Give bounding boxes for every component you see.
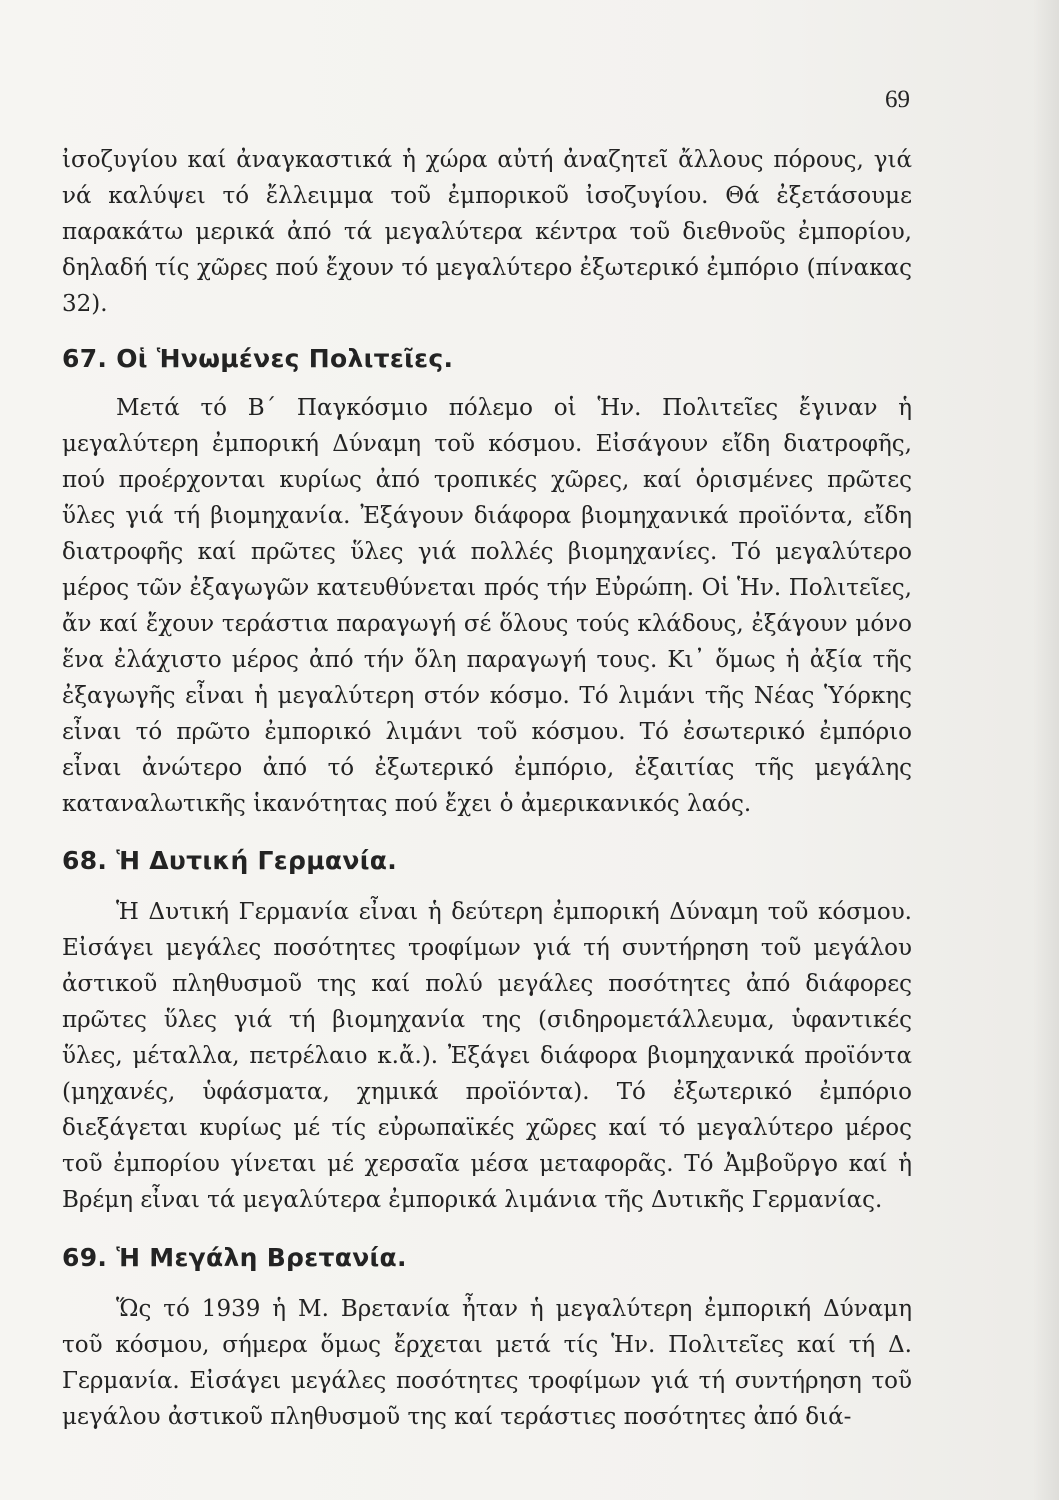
page-edge-shadow bbox=[1033, 0, 1059, 1500]
section-heading-69: 69. Ἡ Μεγάλη Βρετανία. bbox=[62, 1243, 407, 1272]
section-paragraph-69: Ὥς τό 1939 ἡ Μ. Βρετανία ἦταν ἡ μεγαλύτερη ἐμπορική Δύναμη τοῦ κόσμου, σήμερα ὅμως ἔρχεται μετά τίς Ἡν. Πολιτεῖες καί τή Δ. Γερμανία. Εἰσάγει μεγάλες ποσότητες τροφίμων γιά τή συντήρηση τοῦ μεγάλου ἀστικοῦ πληθυσμοῦ της καί τεράστιες ποσότητες ἀπό διά- bbox=[62, 1296, 912, 1430]
section-heading-67: 67. Οἱ Ἡνωμένες Πολιτεῖες. bbox=[62, 344, 454, 373]
page-number: 69 bbox=[885, 86, 910, 113]
intro-paragraph: ἰσοζυγίου καί ἀναγκαστικά ἡ χώρα αὐτή ἀναζητεῖ ἄλλους πόρους, γιά νά καλύψει τό ἔλλειμμα τοῦ ἐμπορικοῦ ἰσοζυγίου. Θά ἐξετάσουμε παρακάτω μερικά ἀπό τά μεγαλύτερα κέντρα τοῦ διεθνοῦς ἐμπορίου, δηλαδή τίς χῶρες πού ἔχουν τό μεγαλύτερο ἐξωτερικό ἐμπόριο (πίνακας 32). bbox=[62, 147, 912, 317]
section-heading-68: 68. Ἡ Δυτική Γερμανία. bbox=[62, 846, 398, 875]
section-paragraph-68: Ἡ Δυτική Γερμανία εἶναι ἡ δεύτερη ἐμπορική Δύναμη τοῦ κόσμου. Εἰσάγει μεγάλες ποσότητες τροφίμων γιά τή συντήρηση τοῦ μεγάλου ἀστικοῦ πληθυσμοῦ της καί πολύ μεγάλες ποσότητες ἀπό διάφορες πρῶτες ὕλες γιά τή βιομηχανία της (σιδηρομετάλλευμα, ὑφαντικές ὕλες, μέταλλα, πετρέλαιο κ.ἄ.). Ἐξάγει διάφορα βιομηχανικά προϊόντα (μηχανές, ὑφάσματα, χημικά προϊόντα). Τό ἐξωτερικό ἐμπόριο διεξάγεται κυρίως μέ τίς εὐρωπαϊκές χῶρες καί τό μεγαλύτερο μέρος τοῦ ἐμπορίου γίνεται μέ χερσαῖα μέσα μεταφορᾶς. Τό Ἀμβοῦργο καί ἡ Βρέμη εἶναι τά μεγαλύτερα ἐμπορικά λιμάνια τῆς Δυτικῆς Γερμανίας. bbox=[62, 899, 912, 1213]
page-content bbox=[62, 142, 912, 1435]
section-paragraph-67: Μετά τό Β΄ Παγκόσμιο πόλεμο οἱ Ἡν. Πολιτεῖες ἔγιναν ἡ μεγαλύτερη ἐμπορική Δύναμη τοῦ κόσμου. Εἰσάγουν εἴδη διατροφῆς, πού προέρχονται κυρίως ἀπό τροπικές χῶρες, καί ὁρισμένες πρῶτες ὕλες γιά τή βιομηχανία. Ἐξάγουν διάφορα βιομηχανικά προϊόντα, εἴδη διατροφῆς καί πρῶτες ὕλες γιά πολλές βιομηχανίες. Τό μεγαλύτερο μέρος τῶν ἐξαγωγῶν κατευθύνεται πρός τήν Εὐρώπη. Οἱ Ἡν. Πολιτεῖες, ἄν καί ἔχουν τεράστια παραγωγή σέ ὅλους τούς κλάδους, ἐξάγουν μόνο ἕνα ἐλάχιστο μέρος ἀπό τήν ὅλη παραγωγή τους. Κι᾿ ὅμως ἡ ἀξία τῆς ἐξαγωγῆς εἶναι ἡ μεγαλύτερη στόν κόσμο. Τό λιμάνι τῆς Νέας Ὑόρκης εἶναι τό πρῶτο ἐμπορικό λιμάνι τοῦ κόσμου. Τό ἐσωτερικό ἐμπόριο εἶναι ἀνώτερο ἀπό τό ἐξωτερικό ἐμπόριο, ἐξαιτίας τῆς μεγάλης καταναλωτικῆς ἱκανότητας πού ἔχει ὁ ἀμερικανικός λαός. bbox=[62, 395, 912, 817]
